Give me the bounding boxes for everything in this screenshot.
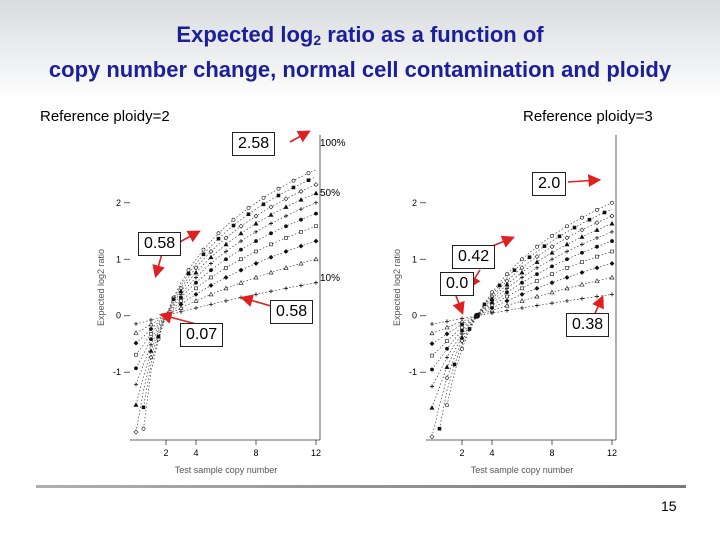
data-point [314, 239, 318, 243]
data-point [445, 355, 449, 359]
data-point [445, 332, 449, 336]
data-point [142, 427, 145, 430]
data-point [445, 325, 449, 329]
data-point [285, 236, 288, 239]
data-point [505, 273, 508, 276]
data-point [142, 406, 145, 409]
data-point [307, 179, 310, 182]
x-tick-label: 8 [253, 448, 259, 458]
data-point [580, 235, 584, 239]
data-point [595, 294, 599, 298]
data-point [284, 249, 288, 253]
data-point [550, 251, 554, 255]
data-point [595, 266, 599, 270]
data-point [506, 295, 509, 298]
contamination-label-100: 100% [320, 138, 346, 149]
data-point [565, 258, 568, 261]
data-point [550, 281, 554, 285]
data-point [565, 299, 569, 303]
data-point [565, 242, 569, 246]
x-axis-label: Test sample copy number [174, 465, 278, 475]
callout-right-bottom: 0.38 [566, 313, 609, 337]
data-point [269, 232, 272, 235]
data-point [134, 383, 138, 387]
data-point [610, 292, 614, 296]
callout-arrow [290, 132, 308, 142]
data-point [610, 201, 613, 204]
x-tick-label: 2 [459, 448, 465, 458]
data-point [292, 179, 295, 182]
data-point [445, 319, 449, 323]
data-point [520, 306, 524, 310]
data-point [224, 299, 228, 303]
data-point [194, 275, 198, 279]
data-point [240, 258, 243, 261]
data-point [580, 271, 584, 275]
data-point [135, 353, 138, 356]
data-point [194, 281, 197, 284]
x-tick-label: 2 [163, 448, 169, 458]
data-point [580, 216, 583, 219]
callout-arrows [156, 132, 602, 325]
data-point [209, 269, 212, 272]
data-point [224, 286, 228, 290]
data-point [299, 207, 303, 211]
data-point [603, 211, 606, 214]
series-line [144, 177, 317, 407]
data-point [239, 268, 243, 272]
panel-title-right: Reference ploidy=3 [523, 108, 653, 125]
data-point [262, 203, 265, 206]
data-point [209, 255, 213, 259]
data-point [134, 403, 138, 407]
data-point [269, 205, 273, 209]
data-point [209, 283, 213, 287]
data-point [445, 365, 449, 369]
data-point [581, 261, 584, 264]
data-point [149, 338, 152, 341]
callout-right-top: 2.0 [532, 172, 566, 196]
data-point [453, 363, 456, 366]
data-point [315, 225, 318, 228]
data-point [157, 335, 160, 338]
data-point [445, 404, 448, 407]
data-point [535, 260, 539, 264]
series-line [447, 203, 612, 405]
y-tick-label: 0 [115, 310, 121, 321]
data-point [277, 187, 280, 190]
data-point [179, 296, 182, 299]
data-point [610, 261, 614, 265]
data-point [194, 271, 198, 275]
data-point [573, 226, 576, 229]
data-point [284, 205, 288, 209]
data-point [610, 230, 614, 234]
data-point [580, 251, 583, 254]
page-number: 15 [661, 498, 677, 514]
data-point [430, 435, 434, 439]
data-point [194, 306, 198, 310]
data-point [610, 214, 614, 218]
data-point [595, 208, 598, 211]
data-point [460, 329, 463, 332]
title-part1: Expected log [176, 22, 314, 47]
x-tick-label: 12 [606, 448, 618, 458]
callout-left-bottom-right: 0.58 [270, 300, 313, 324]
data-point [209, 261, 213, 265]
data-point [595, 245, 598, 248]
data-point [149, 322, 153, 326]
data-point [595, 228, 599, 232]
data-point [209, 292, 213, 296]
data-point [254, 230, 258, 234]
data-point [172, 298, 175, 301]
data-point [498, 284, 501, 287]
y-tick-label: 1 [411, 254, 417, 265]
right-plot [392, 135, 617, 475]
data-point [299, 261, 303, 265]
title-line2: copy number change, normal cell contamination and ploidy [48, 57, 672, 82]
data-point [430, 368, 433, 371]
y-tick-label: -1 [408, 367, 417, 378]
data-point [314, 212, 317, 215]
data-point [535, 245, 538, 248]
data-point [536, 279, 539, 282]
data-point [588, 218, 591, 221]
data-point [194, 299, 198, 303]
data-point [209, 302, 213, 306]
data-point [550, 234, 553, 237]
data-point [269, 289, 273, 293]
data-point [580, 228, 584, 232]
data-point [550, 290, 554, 294]
data-point [195, 287, 198, 290]
data-point [149, 343, 153, 347]
data-point [239, 239, 243, 243]
data-point [535, 255, 539, 259]
data-point [513, 269, 516, 272]
y-tick-label: 2 [411, 197, 417, 208]
data-point [210, 276, 213, 279]
data-point [299, 218, 302, 221]
y-axis-label: Expected log2 ratio [392, 248, 402, 327]
data-point [314, 183, 318, 187]
data-point [430, 406, 434, 410]
y-tick-label: 0 [411, 310, 417, 321]
data-point [314, 281, 318, 285]
data-point [224, 275, 228, 279]
data-point [535, 273, 538, 276]
data-point [580, 297, 584, 301]
data-point [431, 354, 434, 357]
y-axis-label: Expected log2 ratio [96, 248, 106, 327]
data-point [187, 272, 190, 275]
data-point [232, 218, 235, 221]
data-point [596, 255, 599, 258]
contamination-label-50: 50% [320, 188, 341, 199]
callout-right-mid: 0.42 [452, 245, 495, 269]
data-point [566, 266, 569, 269]
data-point [430, 384, 434, 388]
data-point [255, 250, 258, 253]
data-point [254, 261, 258, 265]
data-point [550, 245, 554, 249]
data-point [149, 349, 153, 353]
data-point [543, 245, 546, 248]
y-tick-label: -1 [112, 367, 121, 378]
data-point [284, 225, 287, 228]
data-point [535, 266, 539, 270]
data-point [314, 257, 318, 261]
data-point [505, 308, 509, 312]
data-point [314, 201, 318, 205]
x-tick-label: 4 [193, 448, 199, 458]
data-point [239, 281, 243, 285]
data-point [202, 248, 205, 251]
data-point [550, 257, 554, 261]
data-point [430, 331, 434, 335]
contamination-label-10: 10% [320, 273, 341, 284]
data-point [520, 292, 524, 296]
data-point [149, 318, 153, 322]
data-point [565, 275, 569, 279]
callout-left-low: 0.07 [180, 323, 223, 347]
data-point [558, 235, 561, 238]
data-point [505, 299, 509, 303]
data-point [550, 301, 554, 305]
callout-left-mid: 0.58 [138, 232, 181, 256]
data-point [254, 214, 258, 218]
data-point [270, 243, 273, 246]
data-point [438, 427, 441, 430]
title-part2: ratio as a function of [321, 22, 544, 47]
data-point [535, 304, 539, 308]
data-point [225, 266, 228, 269]
data-point [202, 253, 205, 256]
data-point [134, 367, 137, 370]
data-point [595, 236, 599, 240]
data-point [551, 273, 554, 276]
reference-point [474, 313, 480, 319]
data-point [217, 237, 220, 240]
data-point [580, 242, 584, 246]
data-point [292, 186, 295, 189]
data-point [179, 306, 183, 310]
data-point [254, 222, 258, 226]
data-point [134, 430, 138, 434]
data-point [269, 213, 273, 217]
data-point [430, 342, 434, 346]
data-point [239, 296, 243, 300]
data-point [299, 189, 303, 193]
data-point [610, 222, 614, 226]
data-point [224, 258, 227, 261]
data-point [179, 289, 183, 293]
data-point [299, 244, 303, 248]
data-point [224, 242, 228, 246]
data-point [460, 317, 464, 321]
data-point [187, 269, 190, 272]
data-point [277, 194, 280, 197]
data-point [565, 225, 568, 228]
data-point [134, 331, 138, 335]
data-point [565, 249, 569, 253]
data-point [194, 292, 198, 296]
data-point [520, 299, 524, 303]
y-tick-label: 1 [115, 254, 121, 265]
data-point [610, 275, 614, 279]
data-point [150, 332, 153, 335]
data-point [262, 196, 265, 199]
y-tick-label: 2 [115, 197, 121, 208]
data-point [460, 335, 464, 339]
data-point [520, 275, 524, 279]
x-tick-label: 4 [489, 448, 495, 458]
data-point [610, 239, 613, 242]
data-point [307, 172, 310, 175]
data-point [217, 232, 220, 235]
data-point [550, 265, 553, 268]
data-point [134, 341, 138, 345]
data-point [232, 224, 235, 227]
callout-left-top: 2.58 [232, 132, 275, 156]
title-subscript: 2 [313, 32, 322, 48]
data-point [284, 286, 288, 290]
data-point [535, 286, 539, 290]
data-point [247, 213, 250, 216]
data-point [565, 236, 569, 240]
data-point [528, 256, 531, 259]
series-line [136, 241, 316, 343]
data-point [269, 255, 273, 259]
data-point [239, 231, 243, 235]
data-point [134, 322, 138, 326]
data-point [254, 292, 258, 296]
data-point [300, 230, 303, 233]
data-point [520, 271, 524, 275]
data-point [299, 198, 303, 202]
series-line [136, 203, 316, 385]
data-point [595, 279, 599, 283]
data-point [284, 197, 288, 201]
data-point [269, 222, 273, 226]
data-point [445, 376, 449, 380]
footer-divider [36, 485, 686, 488]
data-point [269, 271, 273, 275]
data-point [284, 214, 288, 218]
data-point [521, 287, 524, 290]
x-tick-label: 12 [310, 448, 322, 458]
data-point [520, 258, 523, 261]
data-point [520, 281, 523, 284]
panel-title-left: Reference ploidy=2 [40, 108, 170, 125]
x-axis-label: Test sample copy number [470, 465, 574, 475]
callout-right-zero: 0.0 [440, 272, 474, 296]
data-point [446, 340, 449, 343]
data-point [239, 224, 243, 228]
data-point [430, 322, 434, 326]
data-point [611, 250, 614, 253]
data-point [247, 206, 250, 209]
data-point [445, 347, 448, 350]
data-point [299, 283, 303, 287]
data-point [460, 347, 463, 350]
data-point [179, 310, 183, 314]
callout-arrow [568, 180, 598, 182]
data-point [595, 221, 599, 225]
data-point [580, 283, 584, 287]
data-point [254, 239, 257, 242]
data-point [239, 248, 242, 251]
data-point [505, 291, 508, 294]
data-point [314, 191, 318, 195]
x-tick-label: 8 [549, 448, 555, 458]
